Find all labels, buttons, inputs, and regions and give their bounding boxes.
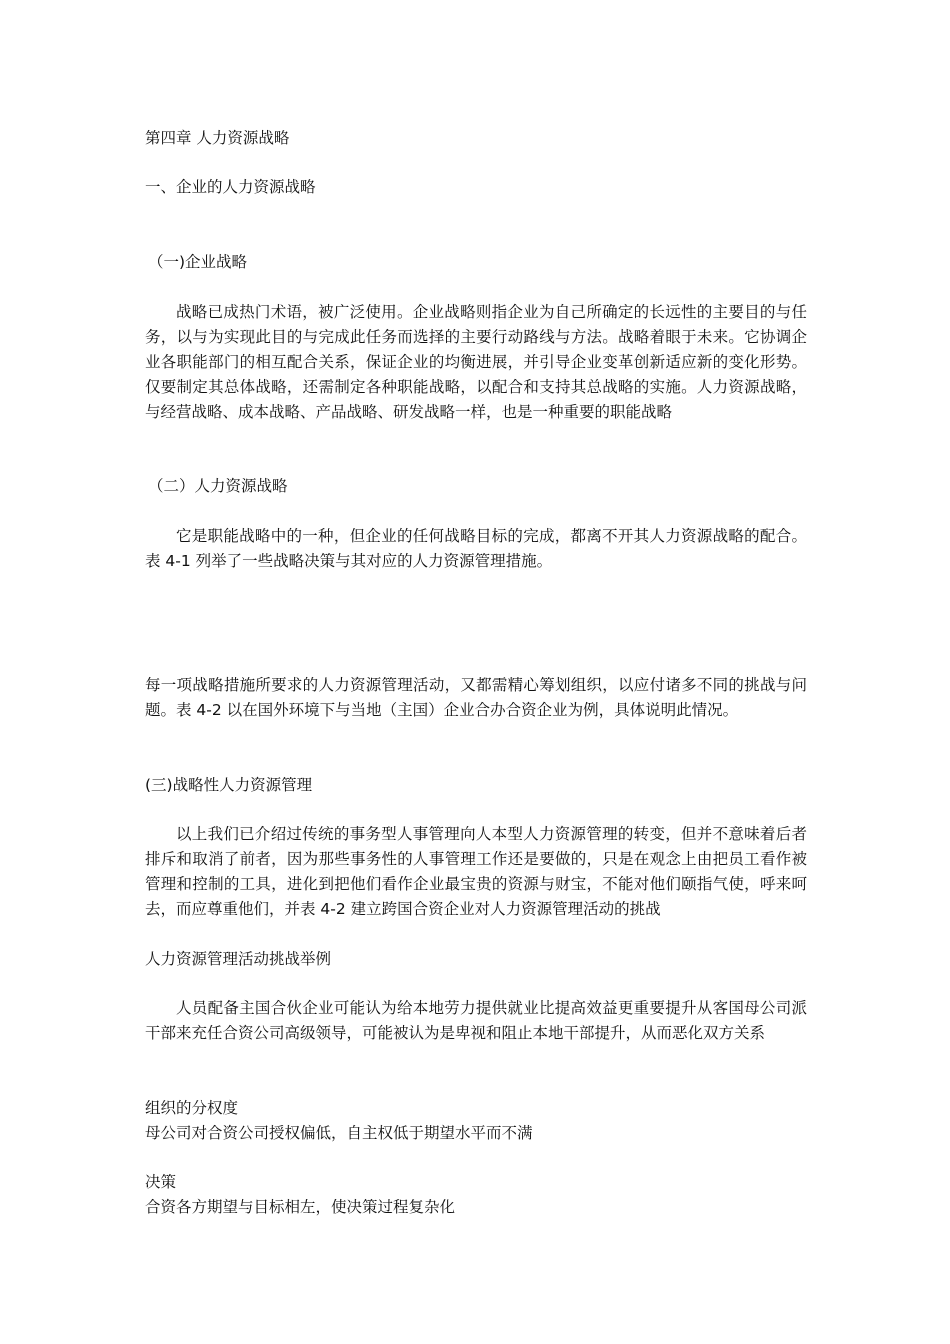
decision-text: 合资各方期望与目标相左，使决策过程复杂化 <box>145 1198 456 1216</box>
chapter-title: 第四章 人力资源战略 <box>145 129 290 147</box>
paragraph-enterprise-strategy: 战略已成热门术语，被广泛使用。企业战略则指企业为自己所确定的长远性的主要目的与任务，以与为实现此目的与完成此任务而选择的主要行动路线与方法。战略着眼于未来。它协调企业各职能部门的相互配合关系，保证企业的均衡进展，并引导企业变革创新适应新的变化形势。仅要制定其总体战略，还需制定各种职能战略，以配合和支持其总战略的实施。人力资源战略，与经营战略、成本战略、产品战略、研发战略一样，也是一种重要的职能战略 <box>145 303 807 421</box>
decentralization-title: 组织的分权度 <box>145 1099 239 1117</box>
paragraph-strategic-hrm: 以上我们已介绍过传统的事务型人事管理向人本型人力资源管理的转变，但并不意味着后者排斥和取消了前者，因为那些事务性的人事管理工作还是要做的，只是在观念上由把员工看作被管理和控制的工具，进化到把他们看作企业最宝贵的资源与财宝，不能对他们颐指气使，呼来呵去，而应尊重他们，并表 4-2 建立跨国合资企业对人力资源管理活动的挑战 <box>145 825 807 918</box>
subsection-title-hr-strategy: （二）人力资源战略 <box>148 477 288 495</box>
subsection-title-strategic-hrm: (三)战略性人力资源管理 <box>145 776 313 794</box>
section-title: 一、企业的人力资源战略 <box>145 178 316 196</box>
table-header: 人力资源管理活动挑战举例 <box>145 950 332 968</box>
paragraph-hr-strategy: 它是职能战略中的一种，但企业的任何战略目标的完成，都离不开其人力资源战略的配合。表 4-1 列举了一些战略决策与其对应的人力资源管理措施。 <box>145 527 807 570</box>
paragraph-challenges: 每一项战略措施所要求的人力资源管理活动，又都需精心筹划组织，以应付诸多不同的挑战与问题。表 4-2 以在国外环境下与当地（主国）企业合办合资企业为例，具体说明此情况。 <box>145 676 807 719</box>
paragraph-staffing: 人员配备主国合伙企业可能认为给本地劳力提供就业比提高效益更重要提升从客国母公司派干部来充任合资公司高级领导，可能被认为是卑视和阻止本地干部提升，从而恶化双方关系 <box>145 999 807 1042</box>
decision-title: 决策 <box>145 1173 177 1191</box>
decentralization-text: 母公司对合资公司授权偏低，自主权低于期望水平而不满 <box>145 1124 533 1142</box>
subsection-title-enterprise-strategy: （一)企业战略 <box>148 253 248 271</box>
